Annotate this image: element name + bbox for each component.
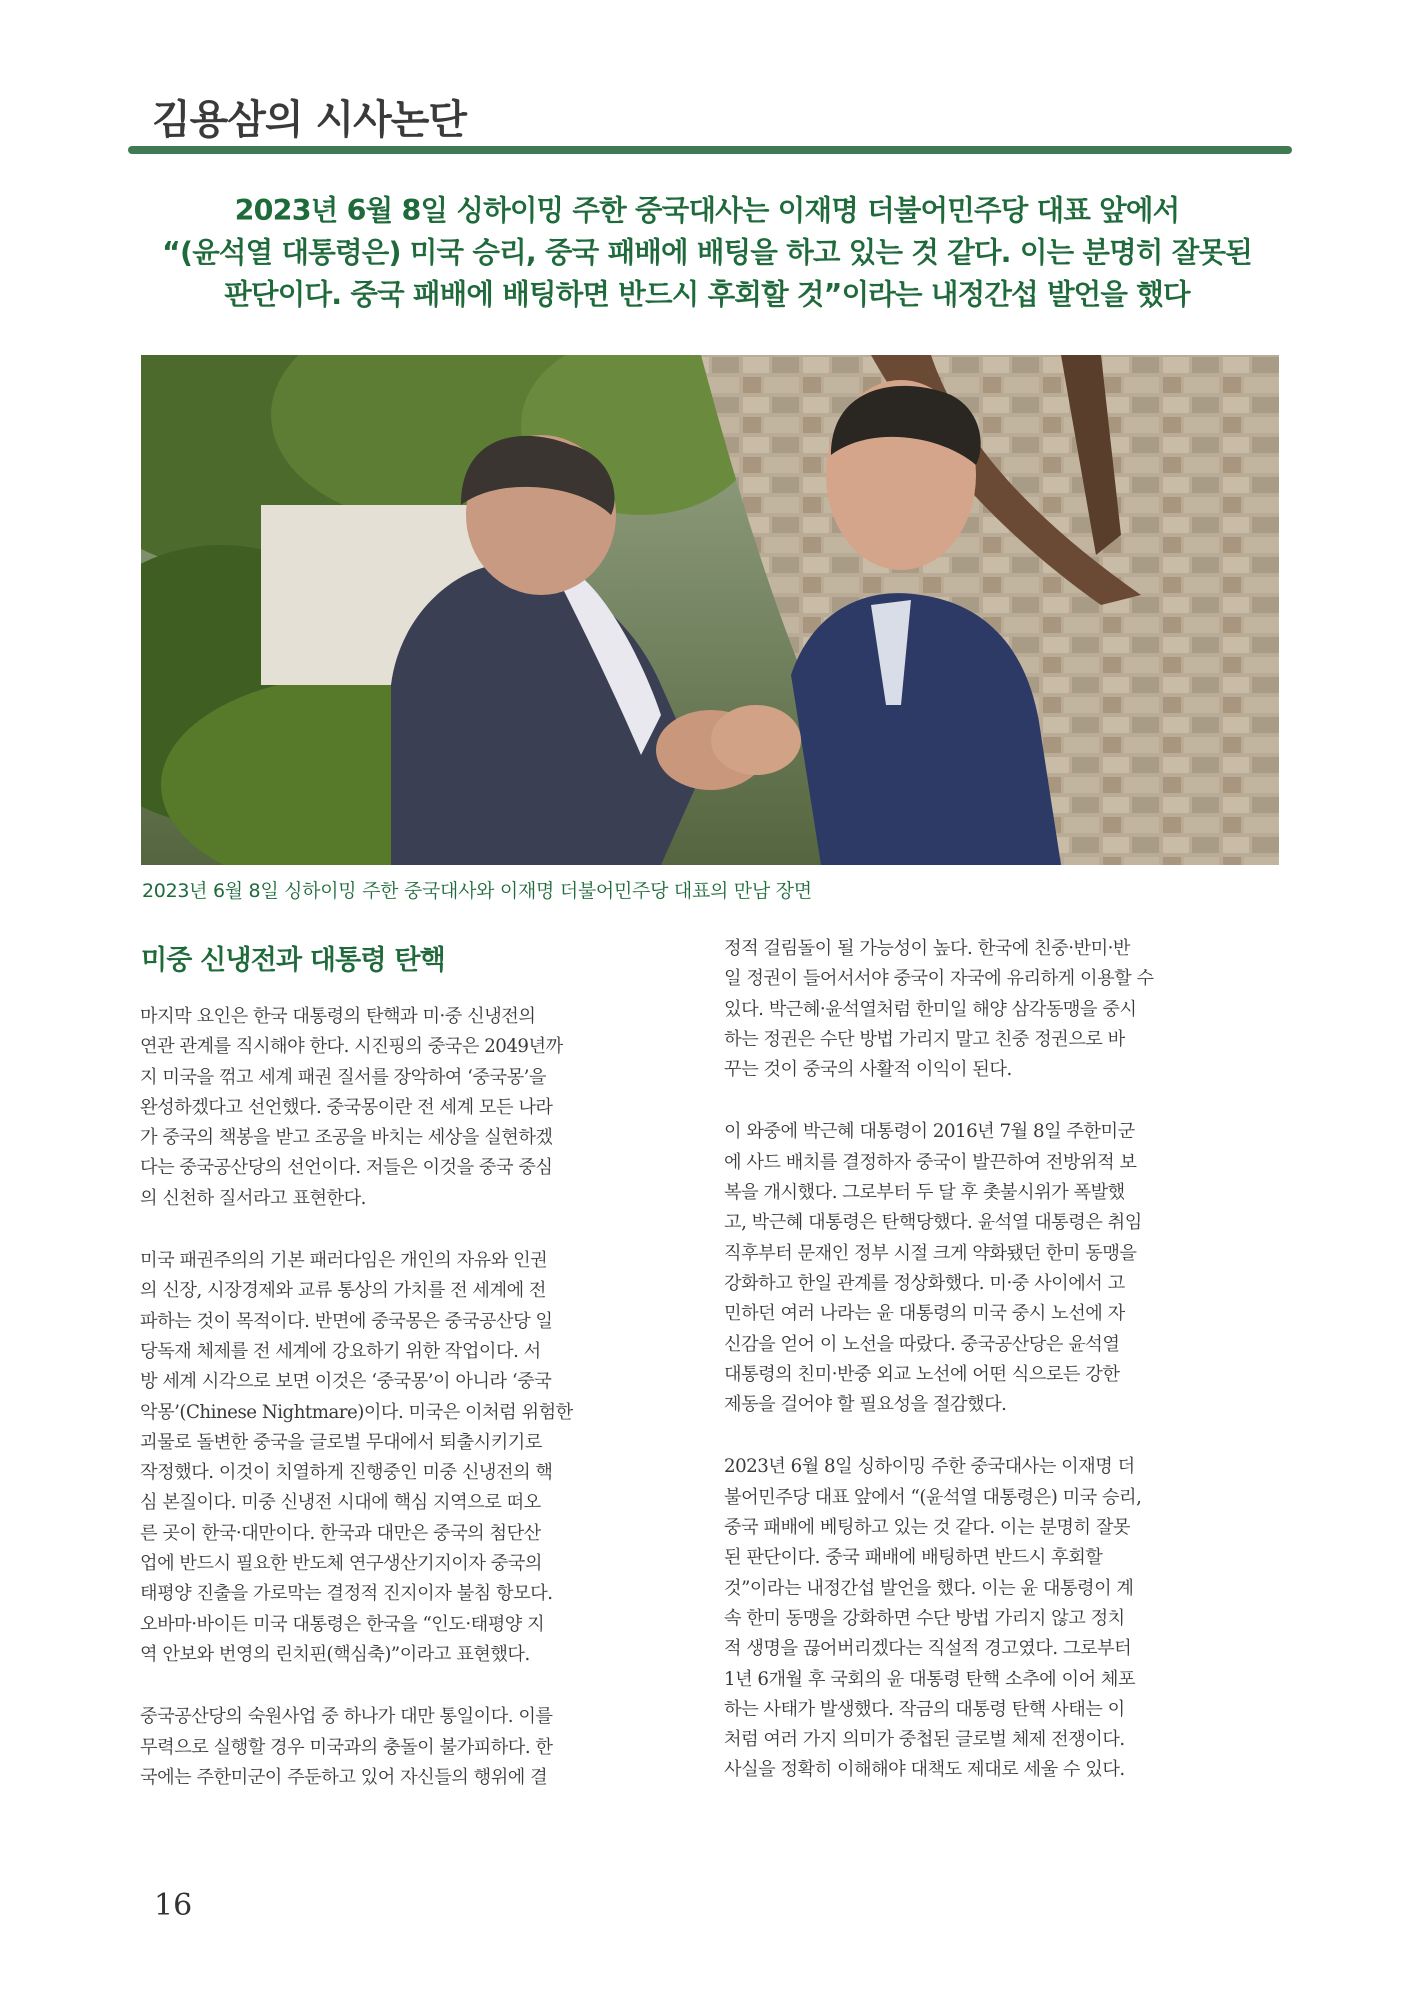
text-line: 된 판단이다. 중국 패배에 배팅하면 반드시 후회할 bbox=[724, 1547, 1103, 1569]
meeting-photo-illustration bbox=[141, 355, 1279, 865]
text-line: 속 한미 동맹을 강화하면 수단 방법 가리지 않고 정치 bbox=[724, 1607, 1125, 1629]
text-line: 오바마·바이든 미국 대통령은 한국을 “인도·태평양 지 bbox=[140, 1613, 545, 1635]
text-line: 악몽’(Chinese Nightmare)이다. 미국은 이처럼 위험한 bbox=[140, 1401, 573, 1423]
paragraph bbox=[140, 1702, 696, 1793]
text-line: 태평양 진출을 가로막는 결정적 진지이자 불침 항모다. bbox=[140, 1583, 553, 1605]
text-line: 고, 박근혜 대통령은 탄핵당했다. 윤석열 대통령은 취임 bbox=[724, 1212, 1142, 1234]
text-line: 처럼 여러 가지 의미가 중첩된 글로벌 체제 전쟁이다. bbox=[724, 1729, 1125, 1751]
text-line: 작정했다. 이것이 치열하게 진행중인 미중 신냉전의 핵 bbox=[140, 1462, 553, 1484]
page-number: 16 bbox=[154, 1888, 193, 1923]
text-line: 꾸는 것이 중국의 사활적 이익이 된다. bbox=[724, 1059, 1012, 1081]
paragraph bbox=[140, 1246, 696, 1670]
right-column bbox=[724, 934, 1280, 1818]
text-line: 심 본질이다. 미중 신냉전 시대에 핵심 지역으로 떠오 bbox=[140, 1492, 541, 1514]
text-line: 파하는 것이 목적이다. 반면에 중국몽은 중국공산당 일 bbox=[140, 1310, 553, 1332]
text-line: 완성하겠다고 선언했다. 중국몽이란 전 세계 모든 나라 bbox=[140, 1096, 553, 1118]
text-line: 업에 반드시 필요한 반도체 연구생산기지이자 중국의 bbox=[140, 1553, 542, 1575]
paragraph bbox=[724, 934, 1280, 1085]
text-line: 적 생명을 끊어버리겠다는 직설적 경고였다. 그로부터 bbox=[724, 1638, 1132, 1660]
text-line: 있다. 박근혜·윤석열처럼 한미일 해양 삼각동맹을 중시 bbox=[724, 998, 1137, 1020]
text-line: 중국 패배에 베팅하고 있는 것 같다. 이는 분명히 잘못 bbox=[724, 1517, 1130, 1539]
text-line: 제동을 걸어야 할 필요성을 절감했다. bbox=[724, 1394, 1007, 1416]
section-title: 미중 신냉전과 대통령 탄핵 bbox=[141, 945, 445, 976]
text-line: 민하던 여러 나라는 윤 대통령의 미국 중시 노선에 자 bbox=[724, 1303, 1125, 1325]
text-line: 복을 개시했다. 그로부터 두 달 후 촛불시위가 폭발했 bbox=[724, 1182, 1125, 1204]
text-line: 중국공산당의 숙원사업 중 하나가 대만 통일이다. 이를 bbox=[140, 1706, 553, 1728]
text-line: 1년 6개월 후 국회의 윤 대통령 탄핵 소추에 이어 체포 bbox=[724, 1668, 1136, 1690]
lead-line: 2023년 6월 8일 싱하이밍 주한 중국대사는 이재명 더불어민주당 대표 앞에서 bbox=[234, 194, 1180, 227]
left-column bbox=[140, 1002, 696, 1825]
text-line: 하는 사태가 발생했다. 작금의 대통령 탄핵 사태는 이 bbox=[724, 1698, 1125, 1720]
text-line: 지 미국을 꺾고 세계 패권 질서를 장악하여 ‘중국몽’을 bbox=[140, 1066, 546, 1088]
text-line: 역 안보와 번영의 린치핀(핵심축)”이라고 표현했다. bbox=[140, 1643, 530, 1665]
text-line: 직후부터 문재인 정부 시절 크게 약화됐던 한미 동맹을 bbox=[724, 1242, 1137, 1264]
text-line: 이 와중에 박근혜 대통령이 2016년 7월 8일 주한미군 bbox=[724, 1121, 1135, 1143]
text-line: 하는 정권은 수단 방법 가리지 말고 친중 정권으로 바 bbox=[724, 1028, 1125, 1050]
lead-quote bbox=[140, 190, 1274, 316]
text-line: 것”이라는 내정간섭 발언을 했다. 이는 윤 대통령이 계 bbox=[724, 1577, 1134, 1599]
text-line: 가 중국의 책봉을 받고 조공을 바치는 세상을 실현하겠 bbox=[140, 1127, 553, 1149]
text-line: 사실을 정확히 이해해야 대책도 제대로 세울 수 있다. bbox=[724, 1759, 1125, 1781]
lead-line: “(윤석열 대통령은) 미국 승리, 중국 패배에 배팅을 하고 있는 것 같다. 이는 분명히 잘못된 bbox=[162, 236, 1252, 269]
section-header-title: 김용삼의 시사논단 bbox=[152, 97, 467, 143]
text-line: 강화하고 한일 관계를 정상화했다. 미·중 사이에서 고 bbox=[724, 1272, 1125, 1294]
paragraph bbox=[724, 1452, 1280, 1785]
text-line: 다는 중국공산당의 선언이다. 저들은 이것을 중국 중심 bbox=[140, 1157, 553, 1179]
text-line: 일 정권이 들어서서야 중국이 자국에 유리하게 이용할 수 bbox=[724, 968, 1154, 990]
text-line: 마지막 요인은 한국 대통령의 탄핵과 미·중 신냉전의 bbox=[140, 1006, 536, 1027]
meeting-photo bbox=[141, 355, 1279, 865]
text-line: 른 곳이 한국·대만이다. 한국과 대만은 중국의 첨단산 bbox=[140, 1522, 541, 1544]
text-line: 신감을 얻어 이 노선을 따랐다. 중국공산당은 윤석열 bbox=[724, 1333, 1120, 1355]
text-line: 방 세계 시각으로 보면 이것은 ‘중국몽’이 아니라 ‘중국 bbox=[140, 1371, 552, 1393]
text-line: 정적 걸림돌이 될 가능성이 높다. 한국에 친중·반미·반 bbox=[724, 938, 1130, 959]
text-line: 연관 관계를 직시해야 한다. 시진핑의 중국은 2049년까 bbox=[140, 1036, 563, 1058]
text-line: 대통령의 친미·반중 외교 노선에 어떤 식으로든 강한 bbox=[724, 1363, 1120, 1385]
text-line: 미국 패권주의의 기본 패러다임은 개인의 자유와 인권 bbox=[140, 1250, 548, 1272]
photo-caption: 2023년 6월 8일 싱하이밍 주한 중국대사와 이재명 더불어민주당 대표의 만남 장면 bbox=[142, 880, 812, 902]
paragraph bbox=[724, 1117, 1280, 1420]
text-line: 2023년 6월 8일 싱하이밍 주한 중국대사는 이재명 더 bbox=[724, 1456, 1135, 1478]
text-line: 불어민주당 대표 앞에서 “(윤석열 대통령은) 미국 승리, bbox=[724, 1486, 1142, 1508]
text-line: 에 사드 배치를 결정하자 중국이 발끈하여 전방위적 보 bbox=[724, 1151, 1137, 1173]
text-line: 당독재 체제를 전 세계에 강요하기 위한 작업이다. 서 bbox=[140, 1340, 541, 1362]
text-line: 의 신천하 질서라고 표현한다. bbox=[140, 1187, 366, 1209]
text-line: 괴물로 돌변한 중국을 글로벌 무대에서 퇴출시키기로 bbox=[140, 1431, 542, 1453]
text-line: 무력으로 실행할 경우 미국과의 충돌이 불가피하다. 한 bbox=[140, 1736, 553, 1758]
text-line: 국에는 주한미군이 주둔하고 있어 자신들의 행위에 결 bbox=[140, 1766, 548, 1788]
lead-line: 판단이다. 중국 패배에 배팅하면 반드시 후회할 것”이라는 내정간섭 발언을 했다 bbox=[224, 278, 1190, 311]
header-rule bbox=[128, 146, 1292, 154]
text-line: 의 신장, 시장경제와 교류 통상의 가치를 전 세계에 전 bbox=[140, 1280, 546, 1302]
paragraph bbox=[140, 1002, 696, 1214]
